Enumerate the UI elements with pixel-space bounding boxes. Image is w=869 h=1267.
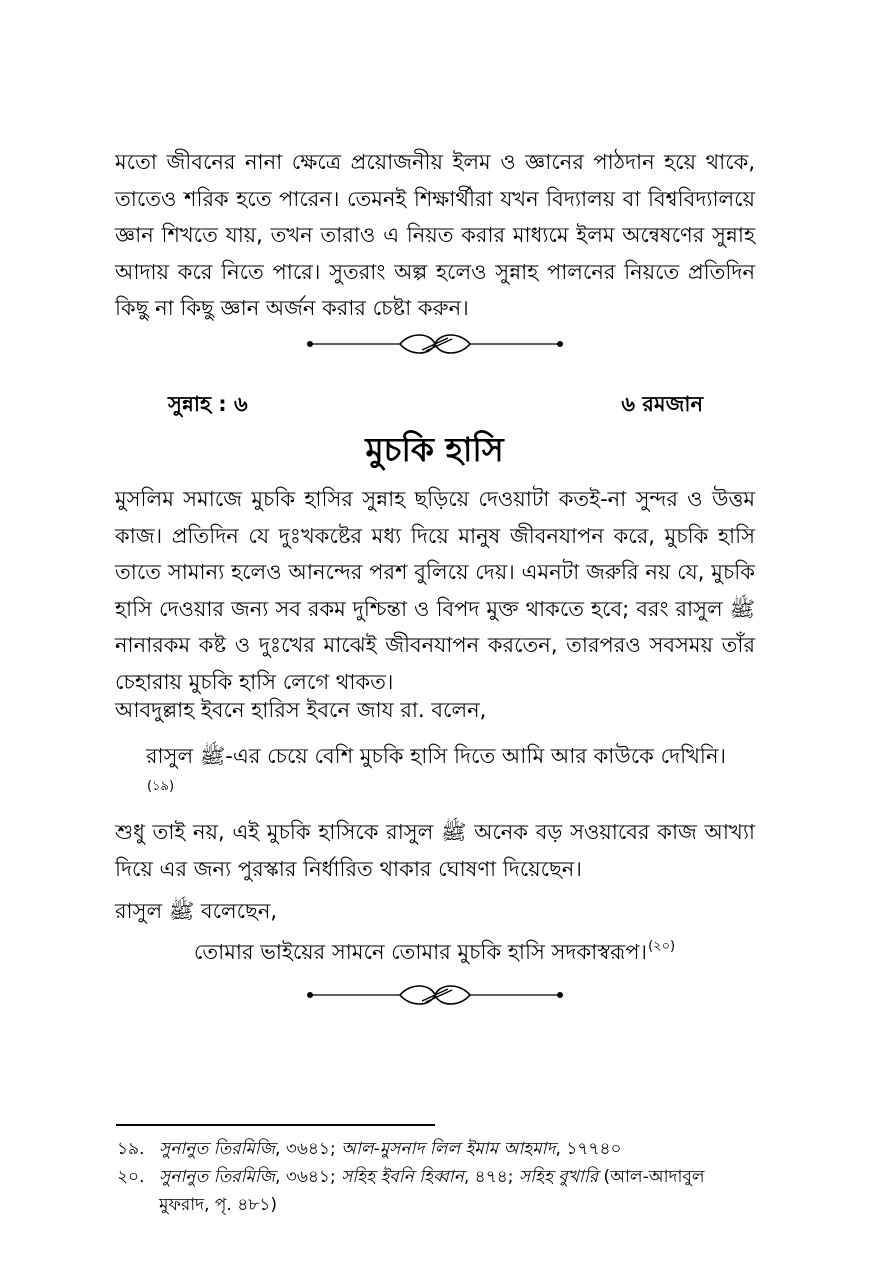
footnote-detail: (আল-আদাবুল মুফরাদ, পৃ. ৪৮১)	[159, 1167, 705, 1215]
ramadan-date-label: ৬ রমজান	[621, 392, 703, 416]
footnote-text	[159, 1135, 757, 1163]
body-paragraph: মুসলিম সমাজে মুচকি হাসির সুন্নাহ ছড়িয়ে দেওয়াটা কতই-না সুন্দর ও উত্তম কাজ। প্রতিদিন যে দুঃখকষ্টের মধ্য দিয়ে মানুষ জীবনযাপন করে, মুচকি হাসি তাতে সামান্য হলেও আনন্দের পরশ বুলিয়ে দেয়। এমনটা জরুরি নয় যে, মুচকি হাসি দেওয়ার জন্য সব রকম দুশ্চিন্তা ও বিপদ মুক্ত থাকতে হবে; বরং রাসুল ﷺ নানারকম কষ্ট ও দুঃখের মাঝেই জীবনযাপন করতেন, তারপরও সবসময় তাঁর চেহারায় মুচকি হাসি লেগে থাকত।	[115, 487, 755, 694]
divider-ornament	[300, 330, 570, 358]
footnote-source: সহিহ বুখারি	[518, 1167, 599, 1187]
footnote-source: সহিহ ইবনি হিব্বান	[341, 1167, 464, 1187]
said-line: রাসুল ﷺ বলেছেন,	[115, 899, 278, 923]
footnote-20	[117, 1163, 757, 1219]
footnote-detail: , ৪৭৪;	[463, 1167, 519, 1187]
footnote-19	[117, 1135, 757, 1163]
hadith-saying	[0, 934, 869, 970]
footnote-source: আল-মুসনাদ লিল ইমাম আহমাদ	[341, 1139, 556, 1159]
footnote-detail: , ১৭৭৪০	[555, 1139, 622, 1159]
footnote-source: সুনানুত তিরমিজি	[159, 1167, 275, 1187]
intro-paragraph: মতো জীবনের নানা ক্ষেত্রে প্রয়োজনীয় ইলম ও জ্ঞানের পাঠদান হয়ে থাকে, তাতেও শরিক হতে পারেন। তেমনই শিক্ষার্থীরা যখন বিদ্যালয় বা বিশ্ববিদ্যালয়ে জ্ঞান শিখতে যায়, তখন তারাও এ নিয়ত করার মাধ্যমে ইলম অন্বেষণের সুন্নাহ আদায় করে নিতে পারে। সুতরাং অল্প হলেও সুন্নাহ পালনের নিয়তে প্রতিদিন কিছু না কিছু জ্ঞান অর্জন করার চেষ্টা করুন।	[115, 150, 755, 320]
quote-intro: আবদুল্লাহ ইবনে হারিস ইবনে জায রা. বলেন,	[115, 698, 487, 722]
footnote-detail: , ৩৬৪১;	[274, 1167, 342, 1187]
reward-paragraph: শুধু তাই নয়, এই মুচকি হাসিকে রাসুল ﷺ অনেক বড় সওয়াবের কাজ আখ্যা দিয়ে এর জন্য পুরস্কার নির্ধারিত থাকার ঘোষণা দিয়েছেন।	[115, 820, 755, 881]
footnote-text	[159, 1163, 757, 1219]
sunnah-number-label: সুন্নাহ : ৬	[168, 392, 248, 416]
divider-ornament	[300, 981, 570, 1009]
section-title: মুচকি হাসি	[365, 430, 504, 469]
hadith-quote-text: রাসুল ﷺ-এর চেয়ে বেশি মুচকি হাসি দিতে আমি আর কাউকে দেখিনি।	[146, 744, 726, 768]
footnote-number: ১৯.	[117, 1139, 145, 1159]
footnote-separator	[116, 1124, 435, 1126]
footnote-number: ২০.	[117, 1167, 145, 1187]
footnote-source: সুনানুত তিরমিজি	[159, 1139, 275, 1159]
footnote-detail: , ৩৬৪১;	[274, 1139, 342, 1159]
hadith-quote	[146, 738, 726, 810]
footnote-ref-19[interactable]: (১৯)	[147, 779, 175, 794]
footnote-ref-20[interactable]: (২০)	[648, 939, 676, 954]
hadith-saying-text: তোমার ভাইয়ের সামনে তোমার মুচকি হাসি সদকাস্বরূপ।	[193, 940, 648, 964]
